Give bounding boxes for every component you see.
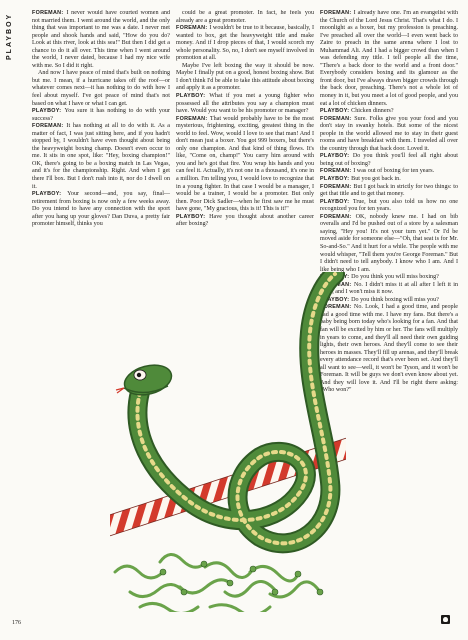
paragraph-text: Do you think you will miss boxing? bbox=[351, 274, 439, 281]
end-mark-icon bbox=[441, 615, 450, 624]
paragraph-text: Your second—and, you say, final—retirement from boxing is now only a few weeks away. Do you intend to have any connection with the sport after you hang up your gloves? Dan Duva, a pretty fair promoter himself, thinks you bbox=[32, 191, 170, 228]
paragraph-text: It has nothing at all to do with it. As a matter of fact, I was just sitting here, and if you hadn't stopped by, I wouldn't have even thought about being the heavyweight boxing champ. Doesn't even occur to me. It sits in one spot, like: "Hey, boxing champion!" OK, there's going to be a boxing match in Las Vegas, and it's for the championship. Right. And when I get there I'll box. But I don't rush into it, nor do I dwell on it. bbox=[32, 123, 170, 190]
speaker-label: PLAYBOY: bbox=[320, 108, 352, 115]
running-head: PLAYBOY bbox=[6, 12, 13, 60]
interview-paragraph bbox=[320, 108, 458, 116]
interview-paragraph bbox=[320, 184, 458, 199]
speaker-label: FOREMAN: bbox=[320, 10, 354, 16]
paragraph-text: Maybe I've left boxing the way it should be now. Maybe I finally put on a good, honest boxing show. But I don't think I'd be able to take this attitude about boxing and apply it as a promoter. bbox=[176, 62, 314, 92]
interview-paragraph bbox=[176, 116, 314, 214]
snake-head bbox=[116, 360, 175, 399]
interview-paragraph bbox=[176, 63, 314, 93]
paragraph-text: You sure it has nothing to do with your success? bbox=[32, 108, 170, 122]
paragraph-text: No. Look, I had a good time, and people had a good time with me. I have my fans. But there's a baby being born today who's looking for a fan. And that fan will be excited by him or her. The fans will multiply in years to come, and they'll all need their own guiding lights, their own heroes. And they'll come to see their heroes in masses. They'll fill up arenas, and they'll break every attendance record that's ever been set. And they'll all want to see—well, it won't be Tyson, and it won't be Foreman. It will be guys we don't even know about yet. And they will love it. And I'll be right there asking: "Who won?" bbox=[320, 304, 458, 394]
interview-paragraph bbox=[320, 153, 458, 168]
speaker-label: PLAYBOY: bbox=[320, 153, 353, 160]
speaker-label: FOREMAN: bbox=[320, 183, 354, 190]
interview-paragraph bbox=[32, 10, 170, 70]
paragraph-text: Sure. Folks give you your food and you don't stay in swanky hotels. But some of the nicest people in the world allowed me to stay in their guest rooms and have breakfast with them. I traveled all over the country through that back door. Loved it. bbox=[320, 115, 458, 152]
paragraph-text: Chicken dinners? bbox=[351, 108, 394, 115]
paragraph-text: I never would have courted women and not married them. I went around the world, and the only thing that was important to me was a date. I never met people and shook hands and said, "How do you do? Look at this river, look at this sea!" But then I did get a chance to do it all over. This time when I went around the world, I never dated, because I had my nice wife with me. So I did it right. bbox=[32, 10, 170, 69]
speaker-label: PLAYBOY: bbox=[320, 198, 353, 205]
interview-paragraph bbox=[32, 191, 170, 229]
paragraph-text: No. I didn't miss it at all after I left it in 1977, and I won't miss it now. bbox=[320, 281, 458, 296]
speaker-label: FOREMAN: bbox=[320, 304, 354, 311]
interview-paragraph bbox=[176, 25, 314, 63]
interview-paragraph bbox=[320, 214, 458, 274]
interview-paragraph bbox=[320, 116, 458, 154]
interview-paragraph bbox=[176, 10, 314, 25]
interview-paragraph bbox=[32, 123, 170, 191]
speaker-label: FOREMAN: bbox=[176, 25, 210, 32]
baby-snakes-nest bbox=[115, 554, 320, 612]
interview-paragraph bbox=[320, 199, 458, 214]
paragraph-text: Do you think you'll feel all right about being out of boxing? bbox=[320, 153, 458, 167]
speaker-label: FOREMAN: bbox=[320, 281, 354, 288]
paragraph-text: But you got back in. bbox=[351, 176, 401, 183]
paragraph-text: And now I have peace of mind that's built on nothing but me. I mean, if a hurricane takes off the roof—or whatever comes next—it has nothing to do with how I feel about myself. I've got peace of mind that's not based on what I have or what I can get. bbox=[32, 70, 170, 107]
speaker-label: FOREMAN: bbox=[320, 213, 356, 220]
paragraph-text: True, but you also told us how no one recognized you for ten years. bbox=[320, 198, 458, 213]
speaker-label: FOREMAN: bbox=[176, 115, 210, 122]
speaker-label: PLAYBOY: bbox=[176, 213, 210, 220]
speaker-label: PLAYBOY: bbox=[32, 108, 65, 115]
page-number: 176 bbox=[12, 620, 21, 626]
paragraph-text: Do you think boxing will miss you? bbox=[351, 296, 439, 303]
speaker-label: FOREMAN: bbox=[320, 115, 355, 122]
paragraph-text: But I got back in strictly for two things: to get that title and to get that money. bbox=[320, 183, 458, 198]
speaker-label: PLAYBOY: bbox=[320, 274, 352, 281]
speaker-label: PLAYBOY: bbox=[320, 176, 352, 183]
speaker-label: FOREMAN: bbox=[32, 10, 67, 16]
paragraph-text: OK, nobody knew me. I had on bib overalls and I'd be pushed out of a store by a salesman saying, "Hey you! It's not your turn yet." Or I'd be moved aside for someone else—"Oh, that seat is for Mr. So-and-So." And it hurt for a while. The people with me would whisper, "Tell them you're George Foreman." But I didn't need to tell anybody. I know who I am. And I like being who I am. bbox=[320, 213, 458, 273]
interview-paragraph bbox=[32, 108, 170, 123]
interview-paragraph bbox=[320, 168, 458, 176]
speaker-label: PLAYBOY: bbox=[32, 191, 68, 198]
speaker-label: FOREMAN: bbox=[320, 168, 354, 175]
paragraph-text: I was out of boxing for ten years. bbox=[353, 168, 435, 175]
paragraph-text: could be a great promoter. In fact, he feels you already are a great promoter. bbox=[176, 10, 314, 24]
speaker-label: FOREMAN: bbox=[32, 123, 67, 130]
interview-paragraph bbox=[176, 214, 314, 229]
paragraph-text: What if you met a young fighter who possessed all the attributes you say a champion must have. Would you want to be his promoter or manager? bbox=[176, 93, 314, 115]
interview-paragraph bbox=[32, 70, 170, 108]
paragraph-text: That would probably have to be the most mysterious, frightening, exciting, greatest thing in the world to feel. Wow, would I love to see that man! And I don't mean just a boxer. You got 999 boxers, but there's only one champion. And that kind of thing flows. It's like, "Come on, champ!" You carry him around with you and he's got that fire. You wrap his hands and you can feel it. Actually, it's not one in a thousand, it's one in a million. I'm telling you, I would love to recognize that in a young fighter. In that case I would be a manager, I would be a trainer, I would be a promoter. But only then. Poor Dick Sadler—when he first saw me he must have gone, "My gracious, this is it! This is it!" bbox=[176, 115, 314, 213]
interview-paragraph bbox=[320, 10, 458, 108]
interview-paragraph bbox=[320, 176, 458, 184]
speaker-label: PLAYBOY: bbox=[176, 93, 210, 100]
interview-paragraph bbox=[176, 93, 314, 116]
paragraph-text: I wouldn't be true to it because, basically, I wanted to box, get the heavyweight title and make money. And if I drop pieces of that, I would scorch my whole personality. So, no, I don't see myself involved in promotion at all. bbox=[176, 25, 314, 62]
snake-illustration bbox=[110, 272, 346, 612]
paragraph-text: I already have one. I'm an evangelist with the Church of the Lord Jesus Christ. That's what I do. I moonlight as a boxer, but my profession is preaching. I've preached all over the world—I even went back to Zaire to preach in the same arena where I lost to Muhammad Ali. And I had a bigger crowd than when I was defending my title. I tell people all the time, "There's a back door to the world and a front door." Everybody considers boxing and its glamour as the front door, but I've always drawn bigger crowds through the back door, preaching. There's not a whole lot of money in it, but you meet a lot of good people, and you eat a lot of chicken dinners. bbox=[320, 10, 458, 107]
speaker-label: PLAYBOY: bbox=[320, 296, 352, 303]
paragraph-text: Have you thought about another career after boxing? bbox=[176, 213, 314, 228]
